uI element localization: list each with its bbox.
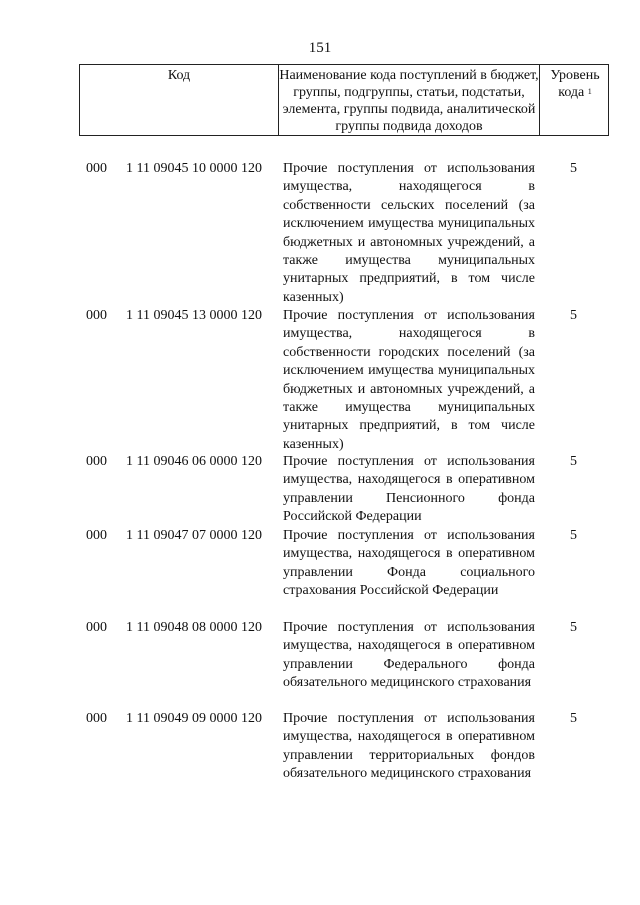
- row-prefix: 000: [86, 711, 107, 726]
- row-level: 5: [570, 620, 577, 635]
- row-level: 5: [570, 161, 577, 176]
- page-number: 151: [308, 40, 332, 56]
- header-name: Наименование кода поступлений в бюджет, группы, подгруппы, статьи, подстатьи, элемента, группы подвида, аналитической группы подвида доходов: [278, 65, 540, 135]
- header-level: [540, 67, 610, 101]
- table-header: [79, 64, 609, 136]
- row-prefix: 000: [86, 161, 107, 176]
- row-level: 5: [570, 711, 577, 726]
- row-level: 5: [570, 528, 577, 543]
- row-prefix: 000: [86, 454, 107, 469]
- row-name: Прочие поступления от использования имущества, находящегося в оперативном управлении Федерального фонда обязательного медицинского страхования: [283, 620, 535, 691]
- header-code: Код: [167, 68, 191, 83]
- row-prefix: 000: [86, 308, 107, 323]
- row-level: 5: [570, 454, 577, 469]
- row-level: 5: [570, 308, 577, 323]
- row-code: 1 11 09049 09 0000 120: [126, 711, 262, 726]
- row-code: 1 11 09045 13 0000 120: [126, 308, 262, 323]
- row-name: Прочие поступления от использования имущества, находящегося в оперативном управлении Пенсионного фонда Российской Федерации: [283, 454, 535, 525]
- row-prefix: 000: [86, 528, 107, 543]
- row-code: 1 11 09045 10 0000 120: [126, 161, 262, 176]
- row-code: 1 11 09048 08 0000 120: [126, 620, 262, 635]
- footnote-marker: 1: [587, 87, 592, 96]
- row-name: Прочие поступления от использования имущества, находящегося в собственности сельских поселений (за исключением имущества муниципальных бюджетных и автономных учреждений, а также имущества муниципальных унитарных предприятий, в том числе казенных): [283, 161, 535, 305]
- header-level-label: Уровень кода: [550, 68, 600, 100]
- row-code: 1 11 09047 07 0000 120: [126, 528, 262, 543]
- row-name: Прочие поступления от использования имущества, находящегося в оперативном управлении Фонда социального страхования Российской Федерации: [283, 528, 535, 599]
- row-code: 1 11 09046 06 0000 120: [126, 454, 262, 469]
- row-name: Прочие поступления от использования имущества, находящегося в собственности городских поселений (за исключением имущества муниципальных бюджетных и автономных учреждений, а также имущества муниципальных унитарных предприятий, в том числе казенных): [283, 308, 535, 452]
- row-prefix: 000: [86, 620, 107, 635]
- row-name: Прочие поступления от использования имущества, находящегося в оперативном управлении территориальных фондов обязательного медицинского страхования: [283, 711, 535, 782]
